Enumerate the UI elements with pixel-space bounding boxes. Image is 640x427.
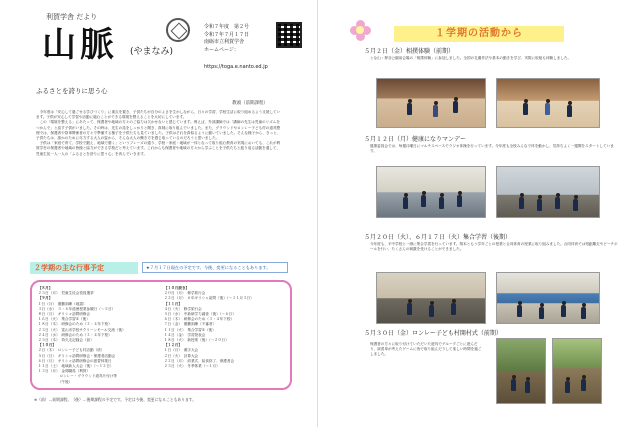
activities-banner: １学期の活動から [394, 26, 564, 42]
schedule-item: ２３日（火） 冬季休業（〜１月） [164, 364, 220, 369]
schedule-item: ロンレー・グラウンド道具片付け等 [38, 374, 117, 379]
schedule-item: ４日（火） 修学旅行会 [164, 306, 202, 311]
schedule-item: １６日（火） 集合学習②（後） [38, 317, 90, 322]
schedule-item: １１日（火） 集合学習②（後） [164, 327, 216, 332]
schedule-month-heading: 【１２月】 [164, 343, 182, 348]
flower-icon [350, 20, 370, 40]
schedule-item: １日（月） 漢字大会 [164, 348, 199, 353]
issue-meta [204, 24, 249, 54]
publish-date: 令和７年７月１７日 [204, 31, 250, 38]
schedule-column-1 [38, 286, 154, 388]
schedule-item: ６日（木） 研修会のため（３・４年下校） [164, 317, 235, 322]
schedule-item: １８日（火） 新授業（後）（〜２０日） [164, 338, 229, 343]
photo-kids-village-1 [496, 338, 546, 404]
schedule-item: ２３日（火） 富山市学校サクリーンモール交流（後） [38, 327, 126, 332]
newsletter-series-name: 利賀学舎 だより [46, 13, 98, 21]
essay-author: 教頭（前期課程） [232, 101, 268, 106]
schedule-month-heading: 【１０月】 [38, 343, 56, 348]
newsletter-title-reading: (やまなみ) [130, 47, 174, 57]
issue-number: 令和７年度 第２号 [204, 24, 250, 30]
schedule-item: ２５日（月） 児童生徒会役員選挙 [38, 291, 94, 296]
photo-exercise-2 [496, 166, 600, 218]
schedule-item: ５日（日） ギリシャ訪問研修会・保護者活動会 [38, 353, 116, 358]
schedule-item: ３日（水） ５・６年道徳授業参観日（〜５日） [38, 306, 116, 311]
schedule-note: ★７月１７日現在の予定です。今後、変更になることもあります。 [142, 262, 288, 273]
schedule-item: ２０日（月） 修学旅行会 [164, 291, 206, 296]
activity-body: 保護者の方々に取り付けていただいた遊具でグループごとに遊んだり、演習単が考えたゲームに皆で取り組んだりして楽しい時間を過ごしました。 [370, 342, 482, 357]
homepage-label: ホームページ： [204, 46, 239, 53]
schedule-footnote: ※（前）…前期課程、（後）…後期課程の予定です。予定は今後、変更になることもあります。 [34, 397, 197, 402]
schedule-month-heading: 【１０月続き】 [164, 286, 190, 290]
schedule-item: （午後） [38, 379, 73, 384]
schedule-item: ８日（月） ギリシャ訪問研修会 [38, 312, 91, 317]
photo-kids-village-2 [552, 338, 602, 404]
photo-sumo-2 [496, 78, 600, 128]
essay-paragraph: 子供は「家庭で育て、学校で鍛え、地域で磨く」というフレーズの通り、学校・家庭・地域が一体となって取り組む教育の実現においても、これが利賀学舎の保護者や地域の皆様と協力ができる学校だと考えています。これからも保護者や地域の方々から学ぶことを子供たちと振り返る活動を通して、児童生徒一人一人の「ふるさとを誇りに思う心」を育んでいきます。 [36, 141, 281, 156]
schedule-item: ２５日（木） 持久走記録会（前） [38, 338, 94, 343]
activity-body: 健康委員会では、毎週月曜日にマルチスペースでラジオ体操を行っています。今年度も全校みんなで体を動かし、気持ちよく一週間をスタートしています。 [370, 144, 614, 154]
qr-code-icon[interactable] [276, 22, 302, 48]
masthead [26, 10, 296, 76]
schedule-month-heading: 【８月】 [38, 286, 53, 290]
schedule-column-2 [164, 286, 288, 388]
schedule-item: １３日（月） 金岡職員（利賀） [38, 369, 91, 374]
schedule-item: ２４日（水） 研修会のため（３・４年下校） [38, 332, 112, 337]
homepage-url[interactable]: https://toga.e.nanto.ed.jp [204, 64, 268, 70]
photo-sumo-1 [376, 78, 486, 128]
schedule-item: ７日（金） 避難訓練（不審者） [164, 322, 217, 327]
newsletter-page-right [320, 0, 640, 427]
essay-body [36, 110, 282, 244]
activity-title: ５月３０日（金）ロンレー子ども村開村式（前期） [364, 330, 502, 337]
newsletter-title: 山脈 [42, 25, 118, 65]
schedule-item: ２２日（月） ６年ギリシャ訪問（後）（〜１１月３日） [164, 296, 254, 301]
school-name: 南砺市立利賀学舎 [204, 39, 245, 45]
schedule-month-heading: 【１１月】 [164, 301, 182, 306]
schedule-box [30, 280, 292, 390]
schedule-item: ６日（月） ギリシャ訪問研修会の振替休業日 [38, 358, 112, 363]
schedule-item: ２日（木） ロンレー子ども村活動（終） [38, 348, 105, 353]
newsletter-page-left [0, 0, 318, 427]
schedule-item: １４日（金） 学習発表会 [164, 332, 206, 337]
essay-paragraph: 今年度は「安心して過ごせる学びづくり」に重点を置き、子供たちが自分のよさを生かしながら、日々の学習、学校生活に取り組めるよう支援しています。子供が安心して学習や活動に臨むことができる環境を整えることを大切にしています。 [36, 110, 281, 120]
essay-paragraph: この「環境を整える」にあたって、保護者や地域の方々のご協力は欠かせないと感じています。例えば、外部講師では「講師の先生は児童のリズムをつかんで」と話す子供がいました。その時は、先生の話をしっかりと聞き、真剣に取り組んでいました。また、グラウンドやロンレー子ども村の道具整理では、保護者や祭事関係者の方々で準備する様子を子供たちも見ていました。子供はそれを真似るように動いていました。そんな様子から、きっと、子供たちは、誰かのために尽力する大人の姿から、そんな大人の働き方を感じ取っているのだろうと思いました。 [36, 120, 281, 141]
activity-title: ５月２０日（火）、６月１７日（火）集合学習（後期） [364, 234, 512, 241]
photo-joint-study-1 [376, 272, 486, 324]
schedule-banner: ２学期の主な行事予定 [30, 262, 138, 274]
activity-body: とな山・押谷公園前会場の「相撲体験」に参加しました。全国の礼儀作法や基本の動きを学び、実際に取組も体験しました。 [370, 56, 572, 60]
school-emblem-icon [166, 18, 190, 42]
schedule-item: １８日（木） 研修会のため（３・４年下校） [38, 322, 112, 327]
activity-title: ５月２日（金）相撲体験（前期） [364, 48, 455, 55]
schedule-item: ５日（水） 中新研学力調査（後）（〜６日） [164, 312, 236, 317]
schedule-item: １日（月） 避難訓練（地震） [38, 301, 87, 306]
schedule-month-heading: 【９月】 [38, 296, 53, 301]
photo-joint-study-2 [496, 272, 600, 324]
essay-title: ふるさとを誇りに思う心 [36, 87, 108, 95]
activity-title: ５月１２日（月）健康になりマンデー [364, 136, 467, 143]
schedule-item: １１日（土） 地域新人大会（後）（〜１２日） [38, 364, 114, 369]
schedule-item: ２２日（月） 終業式、給食終了、保護者会 [164, 358, 235, 363]
photo-exercise-1 [376, 166, 486, 218]
activity-body: 今年度も、平中学校と一緒に集合学習を行っています。岡本ともう学年ごとの授業と合同体育の授業に取り組みました。合同体育では短距離走やビーチボールを行い、たくさんの刺激を受けることができました。 [370, 242, 618, 252]
schedule-item: ２日（火） 計算大会 [164, 353, 199, 358]
